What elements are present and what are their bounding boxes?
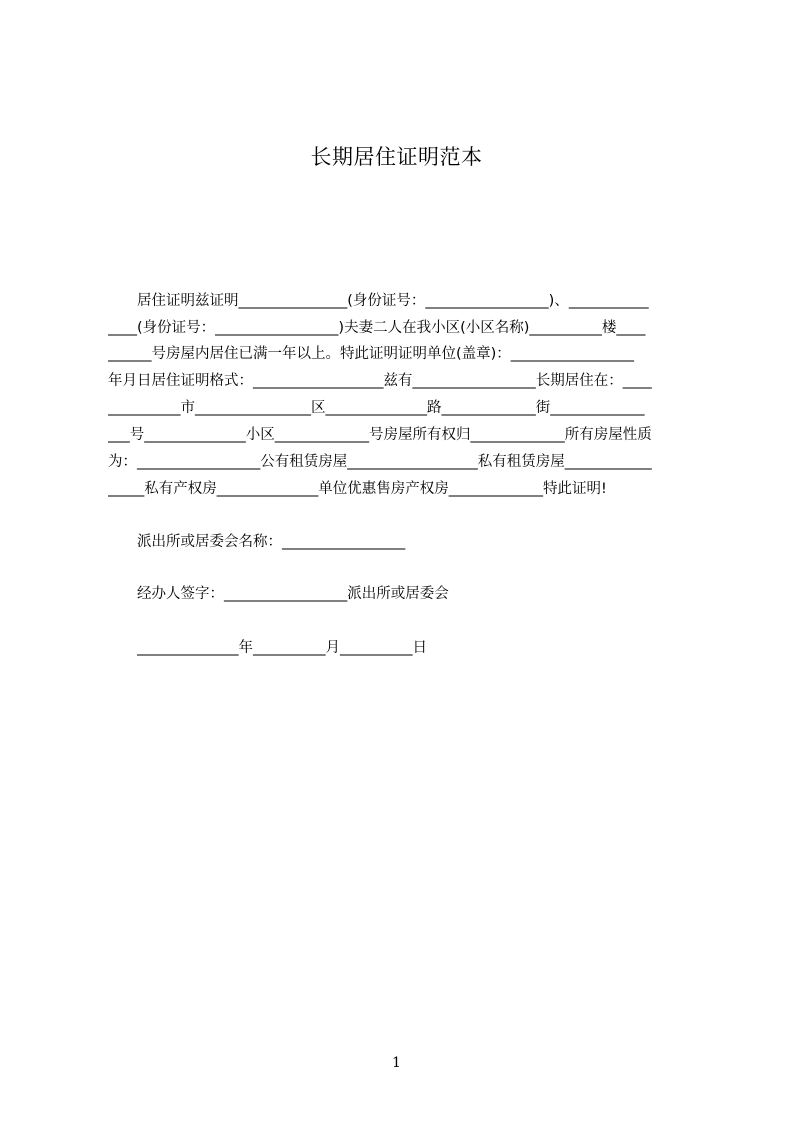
page-number: 1 — [392, 1055, 401, 1071]
body-line-6: ___号______________小区_____________号房屋所有权归_____________所有房屋性质 — [108, 427, 652, 443]
body-line-4: 年月日居住证明格式：__________________兹有_________________长期居住在：____ — [108, 373, 652, 389]
police-station-name-line: 派出所或居委会名称：_________________ — [137, 534, 406, 550]
date-line: ______________年__________月__________日 — [137, 640, 427, 656]
body-line-2: ____(身份证号：_________________)夫妻二人在我小区(小区名称)__________楼____ — [108, 320, 646, 336]
body-line-1: 居住证明兹证明_______________(身份证号：_________________)、___________ — [137, 293, 649, 309]
body-line-5: __________市________________区______________路_____________街_____________ — [108, 400, 645, 416]
signature-line: 经办人签字：_________________派出所或居委会 — [137, 586, 449, 602]
body-line-8: _____私有产权房______________单位优惠售房产权房_____________特此证明! — [108, 481, 607, 497]
body-line-3: ______号房屋内居住已满一年以上。特此证明证明单位(盖章)：_________________ — [108, 346, 635, 362]
body-line-7: 为：_________________公有租赁房屋__________________私有租赁房屋____________ — [108, 454, 652, 470]
document-title: 长期居住证明范本 — [310, 145, 483, 169]
